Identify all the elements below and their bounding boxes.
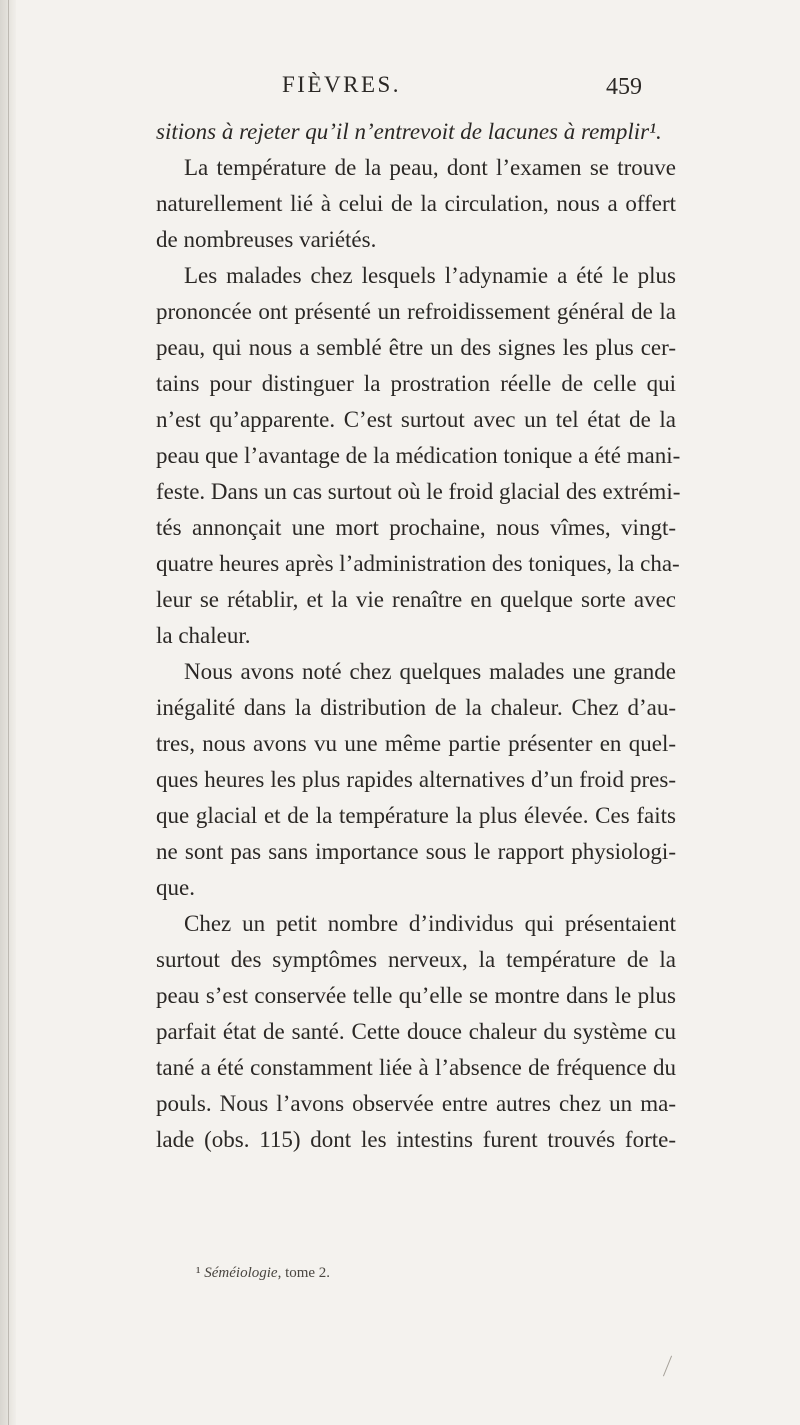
paper-mark — [663, 1356, 672, 1377]
text-line: n’est qu’apparente. C’est surtout avec un tel état de la — [156, 407, 676, 432]
page-number: 459 — [606, 74, 642, 100]
text-line: tres, nous avons vu une même partie présenter en quel- — [156, 731, 676, 756]
text-line: quatre heures après l’administration des toniques, la cha- — [156, 551, 680, 576]
text-line: tané a été constamment liée à l’absence de fréquence du — [156, 1055, 676, 1080]
text-line: leur se rétablir, et la vie renaître en quelque sorte avec — [156, 587, 676, 612]
text-line: tains pour distinguer la prostration réelle de celle qui — [156, 371, 676, 396]
text-line: que. — [156, 875, 195, 900]
text-line: Chez un petit nombre d’individus qui présentaient — [184, 911, 676, 936]
text-line: peau, qui nous a semblé être un des signes les plus cer- — [156, 335, 676, 360]
text-line: tés annonçait une mort prochaine, nous vîmes, vingt- — [156, 515, 676, 540]
text-line: ques heures les plus rapides alternatives d’un froid pres- — [156, 767, 676, 792]
footnote — [196, 1265, 330, 1282]
text-line: parfait état de santé. Cette douce chaleur du système cu — [156, 1019, 676, 1044]
text-line: feste. Dans un cas surtout où le froid glacial des extrémi- — [156, 479, 681, 504]
text-line: Les malades chez lesquels l’adynamie a été le plus — [184, 263, 676, 288]
text-line: naturellement lié à celui de la circulation, nous a offert — [156, 191, 676, 216]
footnote-title: Séméiologie — [204, 1265, 278, 1281]
text-line: prononcée ont présenté un refroidissement général de la — [156, 299, 676, 324]
text-line: peau s’est conservée telle qu’elle se montre dans le plus — [156, 983, 676, 1008]
text-line: de nombreuses variétés. — [156, 227, 377, 252]
text-line: pouls. Nous l’avons observée entre autres chez un ma- — [156, 1091, 676, 1116]
text-line: peau que l’avantage de la médication tonique a été mani- — [156, 443, 681, 468]
page-header — [0, 72, 800, 112]
page-gutter-edge — [8, 0, 9, 1425]
footnote-marker: ¹ — [196, 1265, 201, 1281]
text-line: sitions à rejeter qu’il n’entrevoit de lacunes à remplir¹. — [156, 119, 662, 144]
text-line: ne sont pas sans importance sous le rapport physiologi- — [156, 839, 676, 864]
body-text — [156, 114, 681, 1158]
footnote-rest: , tome 2. — [277, 1265, 331, 1281]
text-line: que glacial et de la température la plus élevée. Ces faits — [156, 803, 676, 828]
running-title: FIÈVRES. — [282, 72, 402, 97]
text-line: surtout des symptômes nerveux, la température de la — [156, 947, 676, 972]
text-line: La température de la peau, dont l’examen se trouve — [184, 155, 676, 180]
text-line: la chaleur. — [156, 623, 251, 648]
text-line: inégalité dans la distribution de la chaleur. Chez d’au- — [156, 695, 676, 720]
text-line: Nous avons noté chez quelques malades une grande — [184, 659, 676, 684]
text-line: lade (obs. 115) dont les intestins furent trouvés forte- — [156, 1127, 676, 1152]
